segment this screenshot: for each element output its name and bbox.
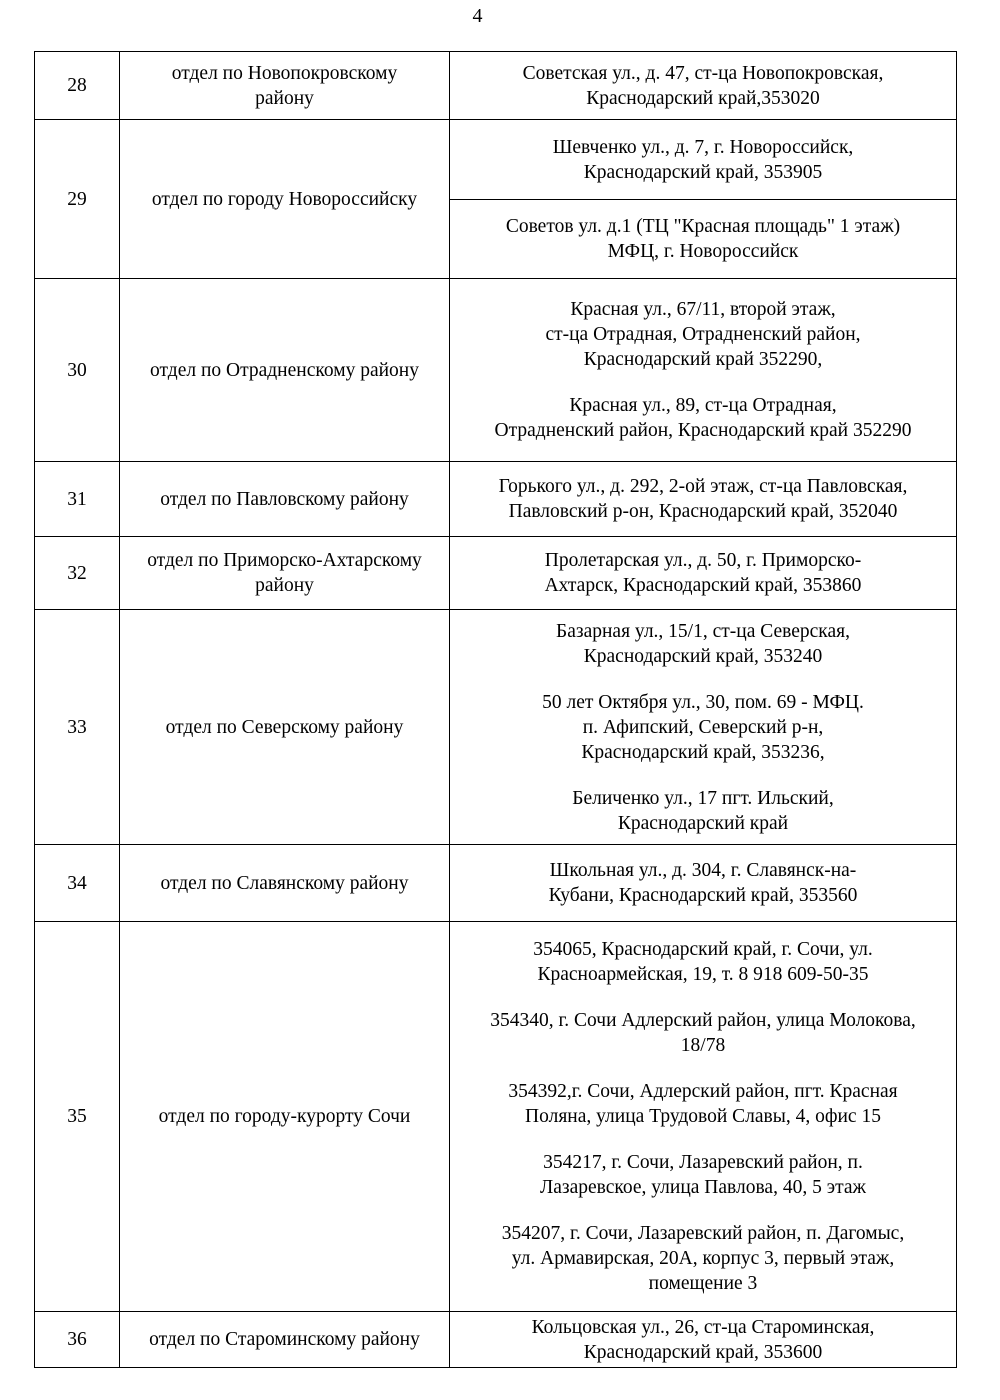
address-block [450,1221,956,1296]
address-line: 354207, г. Сочи, Лазаревский район, п. Дагомыс, [501,1223,905,1244]
office-name [120,1312,450,1368]
address-line: Краснодарский край, 353600 [583,1341,823,1363]
table-row [35,845,957,922]
office-address [450,200,957,279]
office-name-line: отдел по Павловскому району [160,488,409,510]
table-row [35,462,957,537]
address-line: ст-ца Отрадная, Отрадненский район, [545,324,861,345]
address-line: 354392,г. Сочи, Адлерский район, пгт. Красная [508,1081,898,1102]
address-block [450,214,956,264]
address-block [450,786,956,836]
row-number: 32 [35,537,120,610]
address-block [450,548,956,598]
address-line: 50 лет Октября ул., 30, пом. 69 - МФЦ. [542,691,864,713]
row-number: 35 [35,922,120,1312]
address-block [450,690,956,765]
table-row [35,610,957,845]
office-name [120,462,450,537]
row-number: 28 [35,52,120,120]
office-name-line: отдел по Новопокровскому [171,62,398,84]
address-line: 354340, г. Сочи Адлерский район, улица Молокова, [490,1010,916,1031]
office-name [120,845,450,922]
address-line: Краснодарский край 352290, [583,349,823,370]
address-line: Красная ул., 67/11, второй этаж, [570,299,836,320]
row-number: 36 [35,1312,120,1368]
address-line: Ахтарск, Краснодарский край, 353860 [544,575,862,596]
address-line: Школьная ул., д. 304, г. Славянск-на- [549,860,857,881]
address-block [450,1008,956,1058]
table-row [35,537,957,610]
address-line: Базарная ул., 15/1, ст-ца Северская, [556,620,850,642]
office-address [450,610,957,845]
address-line: 354065, Краснодарский край, г. Сочи, ул. [533,939,873,960]
address-line: Отрадненский район, Краснодарский край 352290 [494,420,912,441]
office-name-line: отдел по Северскому району [165,716,404,738]
office-name [120,120,450,279]
address-block [450,393,956,443]
address-line: Шевченко ул., д. 7, г. Новороссийск, [552,136,854,158]
office-name-line: отдел по Славянскому району [160,872,409,894]
address-line: Красноармейская, 19, т. 8 918 609-50-35 [537,964,869,985]
office-address [450,52,957,120]
address-line: Красная ул., 89, ст-ца Отрадная, [569,395,837,416]
office-name-line: отдел по городу Новороссийску [151,188,418,210]
address-line: Советов ул. д.1 (ТЦ "Красная площадь" 1 этаж) [505,216,901,237]
office-name-line: отдел по Отрадненскому району [150,359,419,381]
address-line: МФЦ, г. Новороссийск [607,241,799,262]
office-address [450,845,957,922]
office-name-line: району [255,87,314,109]
table-row [35,52,957,120]
address-block [450,858,956,908]
table-row [35,279,957,462]
address-line: Краснодарский край, 353236, [581,741,825,763]
table-row [35,120,957,200]
address-line: Горького ул., д. 292, 2-ой этаж, ст-ца Павловская, [498,476,908,497]
address-line: Пролетарская ул., д. 50, г. Приморско- [544,550,862,571]
office-address [450,279,957,462]
address-block [450,619,956,669]
office-name-line: отдел по Приморско-Ахтарскому [147,550,422,571]
address-line: 354217, г. Сочи, Лазаревский район, п. [543,1152,863,1173]
office-address [450,462,957,537]
office-name [120,279,450,462]
address-line: Краснодарский край, 353905 [583,161,823,183]
address-line: Кубани, Краснодарский край, 353560 [548,885,858,906]
address-line: Краснодарский край,353020 [586,87,820,109]
office-address [450,1312,957,1368]
office-name [120,922,450,1312]
office-name-line: району [255,575,314,596]
office-name-line: отдел по городу-курорту Сочи [158,1106,411,1127]
address-line: Лазаревское, улица Павлова, 40, 5 этаж [540,1177,866,1198]
address-line: Советская ул., д. 47, ст-ца Новопокровская, [522,62,884,84]
address-line: ул. Армавирская, 20А, корпус 3, первый этаж, [511,1248,895,1269]
office-name [120,610,450,845]
address-block [450,1079,956,1129]
address-line: Поляна, улица Трудовой Славы, 4, офис 15 [525,1106,881,1127]
row-number: 29 [35,120,120,279]
office-name [120,52,450,120]
address-line: помещение 3 [648,1273,758,1294]
offices-table [34,51,957,1368]
address-block [450,1315,956,1365]
office-name-line: отдел по Староминскому району [149,1329,420,1350]
row-number: 30 [35,279,120,462]
address-block [450,1150,956,1200]
address-line: Краснодарский край [617,812,789,834]
page-number: 4 [472,5,483,27]
address-block [450,61,956,111]
row-number: 34 [35,845,120,922]
row-number: 31 [35,462,120,537]
address-block [450,297,956,372]
address-line: Кольцовская ул., 26, ст-ца Староминская, [531,1316,875,1338]
office-address [450,922,957,1312]
row-number: 33 [35,610,120,845]
address-block [450,474,956,524]
address-line: Павловский р-он, Краснодарский край, 352040 [508,501,898,522]
address-block [450,937,956,987]
office-name [120,537,450,610]
address-block [450,135,956,185]
office-address [450,537,957,610]
table-row [35,922,957,1312]
address-line: Беличенко ул., 17 пгт. Ильский, [572,787,834,809]
address-line: п. Афипский, Северский р-н, [582,716,824,738]
address-line: Краснодарский край, 353240 [583,645,823,667]
office-address [450,120,957,200]
address-line: 18/78 [680,1035,726,1056]
table-row [35,1312,957,1368]
